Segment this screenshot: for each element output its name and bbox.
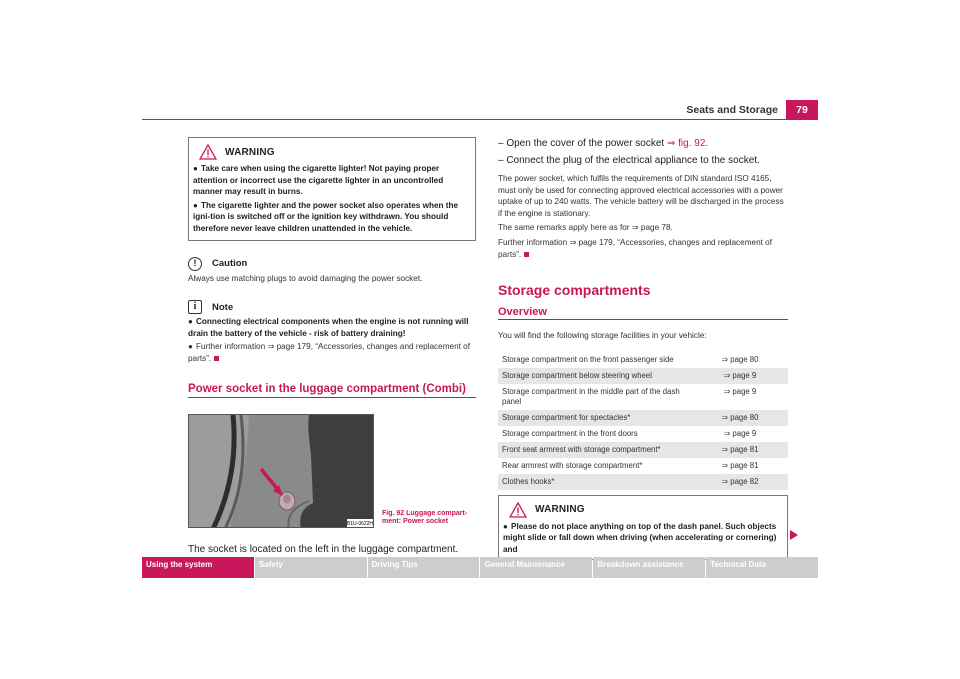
figure-link[interactable]: ⇒ fig. 92. bbox=[666, 138, 709, 149]
page-reference-link[interactable]: ⇒ page 9 bbox=[723, 386, 757, 396]
section-heading: Power socket in the luggage compartment (Combi) bbox=[188, 383, 476, 398]
caution-icon: ! bbox=[188, 257, 202, 271]
left-column bbox=[188, 137, 476, 557]
page-reference-link[interactable]: ⇒ page 81 bbox=[692, 442, 788, 458]
table-row bbox=[498, 410, 788, 426]
page-reference-link[interactable]: ⇒ page 9 bbox=[723, 428, 757, 438]
figure-caption-line: ment: Power socket bbox=[382, 518, 449, 526]
note-icon: i bbox=[188, 300, 202, 314]
storage-table bbox=[498, 352, 788, 490]
note-item-text: Further information ⇒ page 179, “Accessories, changes and replacement of parts”. bbox=[188, 342, 471, 363]
page-number: 79 bbox=[786, 100, 818, 120]
bullet-icon: ● bbox=[188, 317, 193, 327]
figure-code: B1U-0622H bbox=[346, 520, 374, 527]
remarks-paragraph: The same remarks apply here as for ⇒ page 78. bbox=[498, 223, 673, 233]
bullet-icon: ● bbox=[193, 164, 198, 173]
storage-item-cell: Rear armrest with storage compartment* bbox=[502, 460, 643, 470]
table-row bbox=[498, 458, 788, 474]
bullet-icon: ● bbox=[193, 200, 198, 210]
storage-item-cell: Clothes hooks* bbox=[498, 474, 692, 490]
page-header bbox=[142, 100, 818, 120]
warning-item-text: The cigarette lighter and the power socket also operates when the igni-tion is switched off or the ignition key withdrawn. You should therefore never leave children unattended in the vehicle. bbox=[193, 200, 459, 233]
table-row bbox=[498, 474, 788, 490]
warning-title-row bbox=[499, 500, 787, 520]
storage-item-cell: Front seat armrest with storage compartment* bbox=[498, 442, 692, 458]
table-row bbox=[498, 384, 788, 410]
note-heading bbox=[188, 300, 476, 314]
table-row bbox=[498, 352, 788, 368]
table-row bbox=[498, 426, 788, 442]
note-item bbox=[188, 341, 476, 364]
note-item-text: Connecting electrical components when the engine is not running will drain the battery of the vehicle - risk of battery draining! bbox=[188, 317, 469, 338]
socket-location-text: The socket is located on the left in the luggage compartment. bbox=[188, 543, 459, 555]
bullet-icon: ● bbox=[503, 521, 508, 531]
warning-triangle-icon bbox=[199, 144, 217, 160]
storage-item-cell: Storage compartment on the front passenger side bbox=[502, 354, 674, 364]
warning-box bbox=[498, 495, 788, 560]
warning-title: WARNING bbox=[535, 504, 585, 516]
figure-caption-line: Fig. 92 Luggage compart- bbox=[382, 509, 468, 517]
caution-text: Always use matching plugs to avoid damaging the power socket. bbox=[188, 273, 423, 283]
table-row bbox=[498, 442, 788, 458]
overview-heading: Overview bbox=[498, 306, 788, 320]
page-reference-link[interactable]: ⇒ page 82 bbox=[692, 474, 788, 490]
warning-item bbox=[189, 199, 475, 236]
step-text: – Open the cover of the power socket bbox=[498, 138, 667, 149]
storage-item-cell: Storage compartment below steering wheel bbox=[498, 368, 692, 384]
note-title: Note bbox=[212, 301, 234, 313]
chapter-heading: Storage compartments bbox=[498, 282, 651, 299]
power-socket-paragraph: The power socket, which fulfils the requirements of DIN standard ISO 4165, must only be used for connecting approved electrical accessories with a power uptake of up to 240 watts. The vehicle battery will be discharged in the process if the engine is stationary. bbox=[498, 174, 784, 218]
instruction-step: – Connect the plug of the electrical appliance to the socket. bbox=[498, 155, 760, 166]
page-reference-link[interactable]: ⇒ page 80 bbox=[692, 410, 788, 426]
right-column bbox=[498, 135, 788, 560]
end-mark-icon bbox=[214, 356, 219, 361]
warning-item bbox=[189, 162, 475, 199]
tab-breakdown-assistance[interactable]: Breakdown assistance bbox=[593, 557, 705, 578]
luggage-compartment-image bbox=[188, 414, 374, 528]
luggage-compartment-illustration bbox=[189, 415, 374, 528]
warning-triangle-icon bbox=[509, 502, 527, 518]
further-info-text: Further information ⇒ page 179, “Accessories, changes and replacement of parts”. bbox=[498, 237, 773, 259]
figure-caption bbox=[382, 510, 467, 527]
page-reference-link[interactable]: ⇒ page 9 bbox=[692, 368, 788, 384]
note-item bbox=[188, 316, 476, 339]
tab-general-maintenance[interactable]: General Maintenance bbox=[480, 557, 592, 578]
warning-title-row bbox=[189, 142, 475, 162]
page-reference-link[interactable]: ⇒ page 81 bbox=[721, 460, 759, 470]
further-info-paragraph bbox=[498, 237, 788, 260]
tab-driving-tips[interactable]: Driving Tips bbox=[368, 557, 480, 578]
instruction-step bbox=[498, 135, 788, 152]
warning-item-text: Please do not place anything on top of the dash panel. Such objects might slide or fall down when driving (when accelerating or cornering) and bbox=[503, 521, 777, 554]
next-page-arrow-icon[interactable] bbox=[790, 530, 798, 540]
warning-box bbox=[188, 137, 476, 241]
tab-technical-data[interactable]: Technical Data bbox=[706, 557, 818, 578]
warning-item-text: Take care when using the cigarette lighter! Not paying proper attention or incorrect use the cigarette lighter in an uncontrolled manner may result in burns. bbox=[193, 164, 444, 197]
end-mark-icon bbox=[524, 252, 529, 257]
figure-area bbox=[188, 414, 476, 528]
page-reference-link[interactable]: ⇒ page 80 bbox=[721, 354, 759, 364]
tab-using-the-system[interactable]: Using the system bbox=[142, 557, 254, 578]
caution-title: Caution bbox=[212, 258, 248, 270]
chapter-title: Seats and Storage bbox=[686, 104, 778, 116]
chapter-tab-bar bbox=[142, 557, 818, 578]
caution-heading bbox=[188, 257, 476, 271]
bullet-icon: ● bbox=[188, 342, 193, 352]
storage-item-cell: Storage compartment in the front doors bbox=[502, 428, 638, 438]
warning-title: WARNING bbox=[225, 146, 275, 158]
header-rule bbox=[142, 119, 818, 120]
warning-item bbox=[499, 520, 787, 557]
storage-item-cell: Storage compartment for spectacles* bbox=[498, 410, 692, 426]
tab-safety[interactable]: Safety bbox=[255, 557, 367, 578]
table-row bbox=[498, 368, 788, 384]
storage-item-cell: Storage compartment in the middle part of the dash panel bbox=[502, 386, 680, 406]
storage-intro: You will find the following storage facilities in your vehicle: bbox=[498, 331, 707, 341]
